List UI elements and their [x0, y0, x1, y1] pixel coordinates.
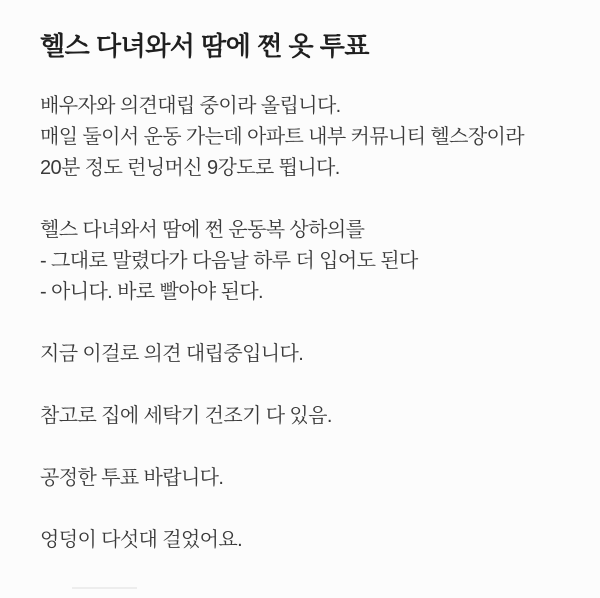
text-line: 지금 이걸로 의견 대립중입니다.: [40, 343, 304, 365]
paragraph-dispute: [40, 339, 564, 370]
text-line: 배우자와 의견대립 중이라 올립니다.: [40, 95, 341, 117]
text-line: 엉덩이 다섯대 걸었어요.: [40, 529, 243, 551]
paragraph-stake: [40, 525, 564, 556]
text-line: 공정한 투표 바랍니다.: [40, 467, 224, 489]
paragraph-request: [40, 463, 564, 494]
paragraph-poll-options: [40, 215, 564, 308]
post-title: 헬스 다녀와서 땀에 쩐 옷 투표: [40, 31, 370, 61]
paragraph-intro: [40, 91, 564, 184]
text-line: 매일 둘이서 운동 가는데 아파트 내부 커뮤니티 헬스장이라: [40, 126, 524, 148]
post-body: [40, 91, 564, 556]
text-line: 참고로 집에 세탁기 건조기 다 있음.: [40, 405, 332, 427]
paragraph-note: [40, 401, 564, 432]
text-line: 헬스 다녀와서 땀에 쩐 운동복 상하의를: [40, 219, 365, 241]
text-line: - 그대로 말렸다가 다음날 하루 더 입어도 된다: [40, 250, 418, 272]
faint-cropped-line-artifact: [72, 587, 137, 589]
text-line: - 아니다. 바로 빨아야 된다.: [40, 281, 263, 303]
text-line: 20분 정도 런닝머신 9강도로 뜁니다.: [40, 157, 340, 179]
